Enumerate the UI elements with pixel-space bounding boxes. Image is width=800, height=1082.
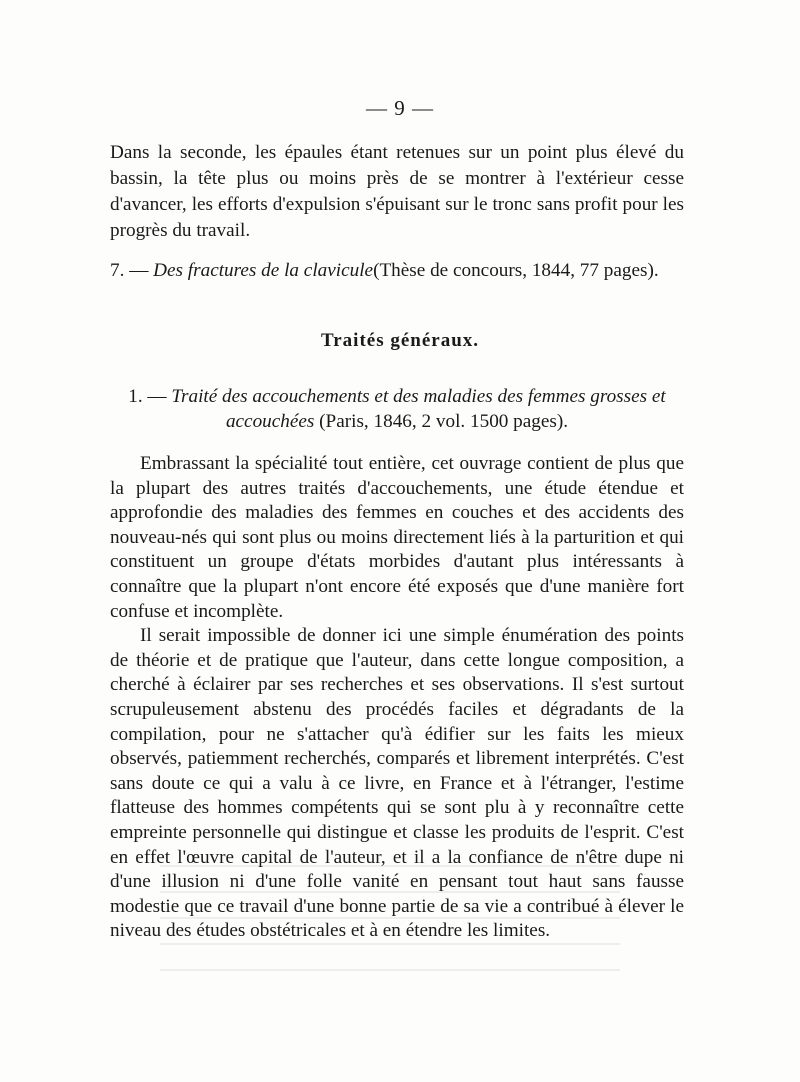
intro-paragraph <box>110 140 684 244</box>
show-through-texture <box>160 865 620 975</box>
entry-7-number: 7. — <box>110 260 149 281</box>
treatise-1-number: 1. — <box>128 386 167 407</box>
body-paragraph-2: Il serait impossible de donner ici une simple énumération des points de théorie et de pratique que l'auteur, dans cette longue composition, a cherché à éclairer par ses recherches et ses observations. Il s'est surtout scrupuleusement abstenu des procédés faciles et dégradants de la compilation, pour ne s'attacher qu'à édifier sur les faits les mieux observés, patiemment recherchés, comparés et librement interprétés. C'est sans doute ce qui a valu à ce livre, en France et à l'étranger, l'estime flatteuse des hommes compétents qui se sont plu à y reconnaître cette empreinte personnelle qui distingue et classe les produits de l'esprit. C'est en effet l'œuvre capital de l'auteur, et il a la confiance de n'être dupe ni d'une illusion ni d'une folle vanité en pensant tout haut sans fausse modestie que ce travail d'une bonne partie de sa vie a contribué à élever le niveau des études obstétricales et à en étendre les limites. <box>110 625 684 942</box>
entry-7-details: (Thèse de concours, 1844, 77 pages). <box>373 260 659 281</box>
page-number: — 9 — <box>366 96 434 120</box>
treatise-1-details: (Paris, 1846, 2 vol. 1500 pages). <box>319 411 569 432</box>
bibliography-entry-7 <box>110 258 684 284</box>
body-paragraph-1: Embrassant la spécialité tout entière, cet ouvrage contient de plus que la plupart des autres traités d'accouchements, une étude étendue et approfondie des maladies des femmes en couches et des accidents des nouveau-nés qui sont plus ou moins directement liés à la parturition et qui constituent un groupe d'états morbides d'autant plus intéressants à connaître que la plupart n'ont encore été exposés que d'une manière fort confuse et incomplète. <box>110 453 684 622</box>
section-heading: Traités généraux. <box>320 330 480 351</box>
treatise-1-title: Traité des accouchements et des maladies des femmes grosses et accouchées <box>171 386 666 432</box>
entry-7-title: Des fractures de la clavicule <box>153 260 374 281</box>
intro-text: Dans la seconde, les épaules étant retenues sur un point plus élevé du bassin, la tête plus ou moins près de se montrer à l'extérieur cesse d'avancer, les efforts d'expulsion s'épuisant sur le tronc sans profit pour les progrès du travail. <box>110 142 684 241</box>
treatise-entry-1 <box>110 384 684 434</box>
